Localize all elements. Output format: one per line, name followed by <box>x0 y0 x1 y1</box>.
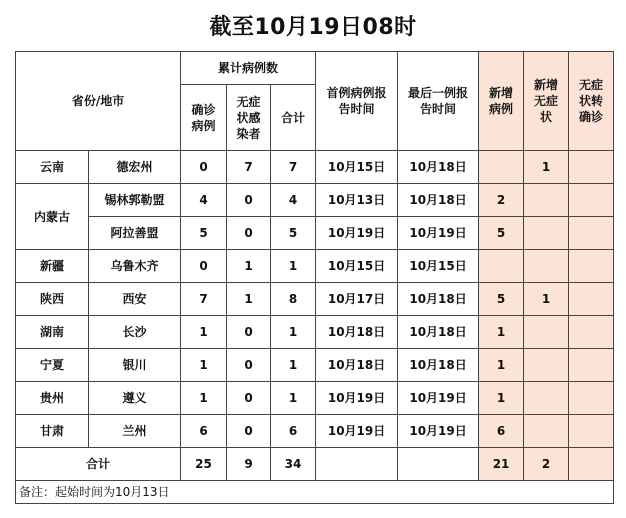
city-cell: 德宏州 <box>89 151 181 184</box>
table-row <box>16 217 614 250</box>
confirmed-cell: 1 <box>181 382 227 415</box>
city-cell: 银川 <box>89 349 181 382</box>
new-asymptomatic-cell <box>524 217 569 250</box>
converted-cell <box>569 184 614 217</box>
city-cell: 遵义 <box>89 382 181 415</box>
new-cases-cell: 1 <box>479 382 524 415</box>
total-cell: 1 <box>271 382 316 415</box>
city-cell: 乌鲁木齐 <box>89 250 181 283</box>
last-report-cell: 10月18日 <box>398 349 479 382</box>
new-asymptomatic-cell <box>524 184 569 217</box>
first-report-cell: 10月18日 <box>316 349 398 382</box>
converted-cell <box>569 349 614 382</box>
new-asymptomatic-cell: 1 <box>524 283 569 316</box>
province-cell: 内蒙古 <box>16 184 89 250</box>
new-cases-cell: 2 <box>479 184 524 217</box>
new-asymptomatic-cell: 1 <box>524 151 569 184</box>
totals-first <box>316 448 398 481</box>
province-cell: 甘肃 <box>16 415 89 448</box>
header-confirmed-text: 确诊病例 <box>191 102 216 133</box>
new-asymptomatic-cell <box>524 316 569 349</box>
province-cell: 新疆 <box>16 250 89 283</box>
header-new-cases <box>479 52 524 151</box>
province-cell: 陕西 <box>16 283 89 316</box>
new-cases-cell: 1 <box>479 349 524 382</box>
last-report-cell: 10月18日 <box>398 151 479 184</box>
confirmed-cell: 0 <box>181 151 227 184</box>
totals-label: 合计 <box>16 448 181 481</box>
table-row <box>16 184 614 217</box>
header-last-report-text: 最后一例报告时间 <box>408 86 469 116</box>
totals-converted <box>569 448 614 481</box>
confirmed-cell: 7 <box>181 283 227 316</box>
new-cases-cell <box>479 151 524 184</box>
header-confirmed <box>181 85 227 151</box>
asymptomatic-cell: 1 <box>227 283 271 316</box>
asymptomatic-cell: 0 <box>227 382 271 415</box>
asymptomatic-cell: 7 <box>227 151 271 184</box>
confirmed-cell: 0 <box>181 250 227 283</box>
table-row <box>16 316 614 349</box>
first-report-cell: 10月19日 <box>316 415 398 448</box>
converted-cell <box>569 151 614 184</box>
total-cell: 7 <box>271 151 316 184</box>
table-row <box>16 151 614 184</box>
converted-cell <box>569 382 614 415</box>
city-cell: 锡林郭勒盟 <box>89 184 181 217</box>
totals-last <box>398 448 479 481</box>
total-cell: 4 <box>271 184 316 217</box>
confirmed-cell: 1 <box>181 316 227 349</box>
totals-new-asymptomatic: 2 <box>524 448 569 481</box>
first-report-cell: 10月19日 <box>316 217 398 250</box>
header-total: 合计 <box>271 85 316 151</box>
header-last-report <box>398 52 479 151</box>
total-cell: 1 <box>271 349 316 382</box>
new-cases-cell: 5 <box>479 217 524 250</box>
converted-cell <box>569 316 614 349</box>
asymptomatic-cell: 0 <box>227 415 271 448</box>
header-region: 省份/地市 <box>16 52 181 151</box>
new-asymptomatic-cell <box>524 415 569 448</box>
total-cell: 6 <box>271 415 316 448</box>
header-cumulative: 累计病例数 <box>181 52 316 85</box>
table-row <box>16 283 614 316</box>
province-cell: 湖南 <box>16 316 89 349</box>
totals-total: 34 <box>271 448 316 481</box>
asymptomatic-cell: 0 <box>227 184 271 217</box>
first-report-cell: 10月17日 <box>316 283 398 316</box>
last-report-cell: 10月19日 <box>398 217 479 250</box>
last-report-cell: 10月18日 <box>398 316 479 349</box>
table-row <box>16 349 614 382</box>
last-report-cell: 10月18日 <box>398 283 479 316</box>
totals-new-cases: 21 <box>479 448 524 481</box>
header-new-cases-text: 新增病例 <box>489 86 514 116</box>
first-report-cell: 10月15日 <box>316 250 398 283</box>
asymptomatic-cell: 0 <box>227 349 271 382</box>
province-cell: 贵州 <box>16 382 89 415</box>
converted-cell <box>569 250 614 283</box>
page-title: 截至10月19日08时 <box>209 15 417 40</box>
last-report-cell: 10月19日 <box>398 415 479 448</box>
converted-cell <box>569 415 614 448</box>
table-row <box>16 250 614 283</box>
province-cell: 云南 <box>16 151 89 184</box>
new-asymptomatic-cell <box>524 349 569 382</box>
province-cell: 宁夏 <box>16 349 89 382</box>
first-report-cell: 10月15日 <box>316 151 398 184</box>
confirmed-cell: 1 <box>181 349 227 382</box>
city-cell: 长沙 <box>89 316 181 349</box>
totals-row <box>16 448 614 481</box>
footnote: 备注：起始时间为10月13日 <box>16 481 614 504</box>
city-cell: 西安 <box>89 283 181 316</box>
asymptomatic-cell: 0 <box>227 316 271 349</box>
asymptomatic-cell: 1 <box>227 250 271 283</box>
totals-asymptomatic: 9 <box>227 448 271 481</box>
city-cell: 阿拉善盟 <box>89 217 181 250</box>
first-report-cell: 10月13日 <box>316 184 398 217</box>
converted-cell <box>569 217 614 250</box>
first-report-cell: 10月19日 <box>316 382 398 415</box>
header-asymptomatic <box>227 85 271 151</box>
new-cases-cell: 1 <box>479 316 524 349</box>
header-new-asymptomatic <box>524 52 569 151</box>
total-cell: 5 <box>271 217 316 250</box>
header-asymptomatic-text: 无症状感染者 <box>236 94 261 141</box>
header-first-report-text: 首例病例报告时间 <box>326 86 387 116</box>
new-cases-cell: 6 <box>479 415 524 448</box>
total-cell: 1 <box>271 316 316 349</box>
confirmed-cell: 4 <box>181 184 227 217</box>
new-cases-cell <box>479 250 524 283</box>
converted-cell <box>569 283 614 316</box>
header-asym-to-confirmed-text: 无症状转确诊 <box>579 78 604 124</box>
table-row <box>16 415 614 448</box>
header-new-asymptomatic-text: 新增无症状 <box>534 78 559 124</box>
case-table <box>15 51 614 504</box>
new-cases-cell: 5 <box>479 283 524 316</box>
header-first-report <box>316 52 398 151</box>
asymptomatic-cell: 0 <box>227 217 271 250</box>
first-report-cell: 10月18日 <box>316 316 398 349</box>
table-row <box>16 382 614 415</box>
total-cell: 8 <box>271 283 316 316</box>
confirmed-cell: 5 <box>181 217 227 250</box>
last-report-cell: 10月19日 <box>398 382 479 415</box>
new-asymptomatic-cell <box>524 250 569 283</box>
new-asymptomatic-cell <box>524 382 569 415</box>
last-report-cell: 10月18日 <box>398 184 479 217</box>
header-asym-to-confirmed <box>569 52 614 151</box>
total-cell: 1 <box>271 250 316 283</box>
totals-confirmed: 25 <box>181 448 227 481</box>
city-cell: 兰州 <box>89 415 181 448</box>
confirmed-cell: 6 <box>181 415 227 448</box>
last-report-cell: 10月15日 <box>398 250 479 283</box>
